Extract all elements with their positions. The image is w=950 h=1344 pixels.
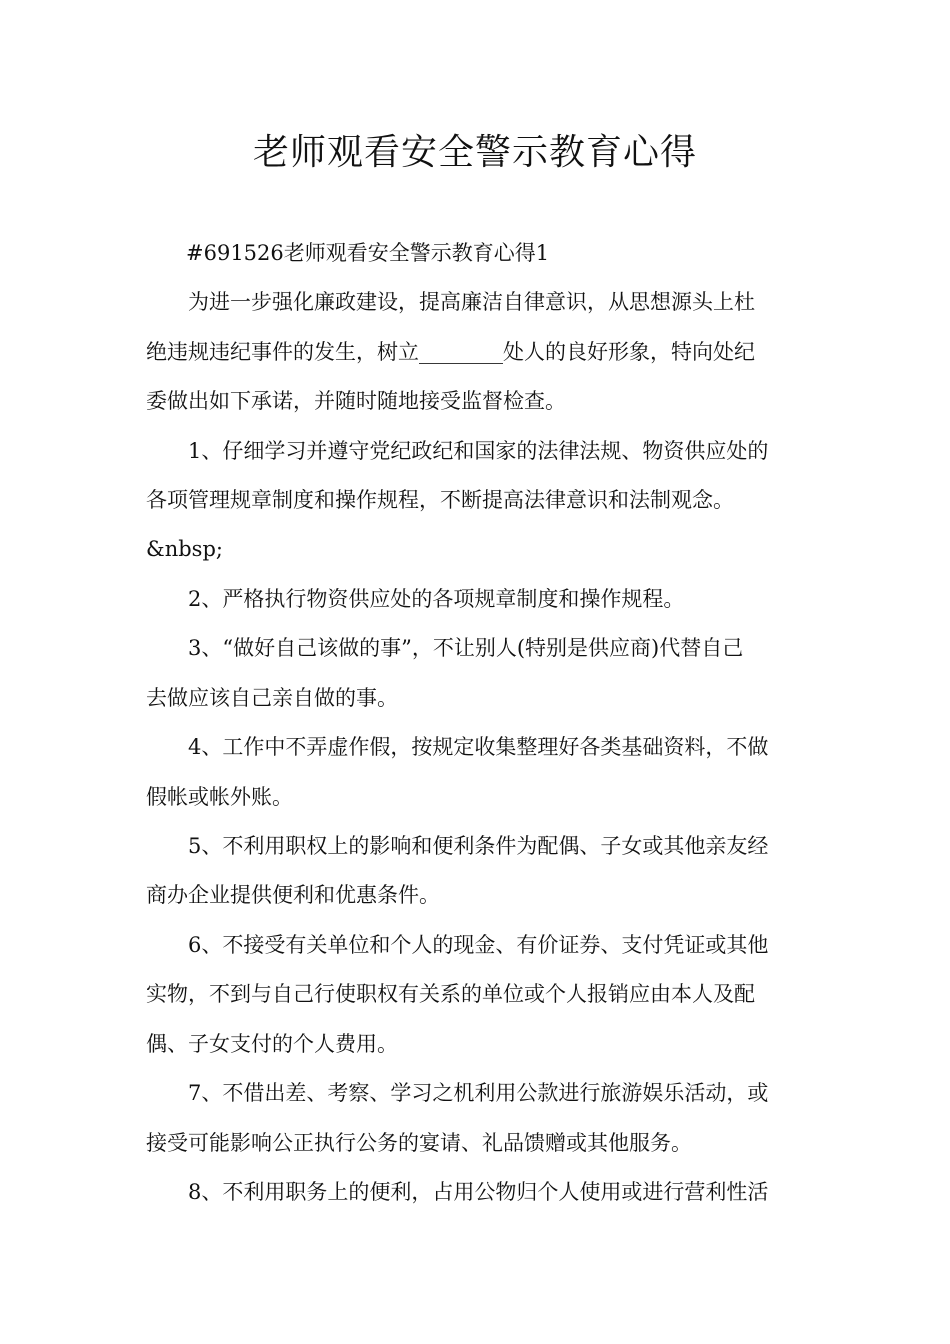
paragraph-line: 2、严格执行物资供应处的各项规章制度和操作规程。 [188,587,685,611]
paragraph-line: 委做出如下承诺，并随时随地接受监督检查。 [146,389,566,413]
paragraph-line: 7、不借出差、考察、学习之机利用公款进行旅游娱乐活动，或 [188,1081,769,1105]
paragraph-line: 1、仔细学习并遵守党纪政纪和国家的法律法规、物资供应处的 [188,439,769,463]
document-title: 老师观看安全警示教育心得 [252,132,697,173]
paragraph-line: 偶、子女支付的个人费用。 [146,1032,398,1056]
paragraph-line: 假帐或帐外账。 [146,785,293,809]
paragraph-line: 绝违规违纪事件的发生，树立________处人的良好形象，特向处纪 [146,340,755,364]
paragraph-line: 接受可能影响公正执行公务的宴请、礼品馈赠或其他服务。 [146,1131,692,1155]
paragraph-line: 商办企业提供便利和优惠条件。 [146,883,440,907]
paragraph-line: 3、“做好自己该做的事”，不让别人(特别是供应商)代替自己 [188,636,744,660]
paragraph-line: 6、不接受有关单位和个人的现金、有价证券、支付凭证或其他 [188,933,769,957]
paragraph-line: 实物，不到与自己行使职权有关系的单位或个人报销应由本人及配 [146,982,755,1006]
paragraph-line: 各项管理规章制度和操作规程，不断提高法律意识和法制观念。 [146,488,734,512]
paragraph-line: 去做应该自己亲自做的事。 [146,686,398,710]
paragraph-line: 8、不利用职务上的便利，占用公物归个人使用或进行营利性活 [188,1180,769,1204]
paragraph-line: 5、不利用职权上的影响和便利条件为配偶、子女或其他亲友经 [188,834,769,858]
paragraph-line: 4、工作中不弄虚作假，按规定收集整理好各类基础资料，不做 [188,735,769,759]
document-subtitle: #691526老师观看安全警示教育心得1 [186,241,550,265]
paragraph-line: &nbsp; [146,537,223,561]
paragraph-line: 为进一步强化廉政建设，提高廉洁自律意识，从思想源头上杜 [188,290,755,314]
